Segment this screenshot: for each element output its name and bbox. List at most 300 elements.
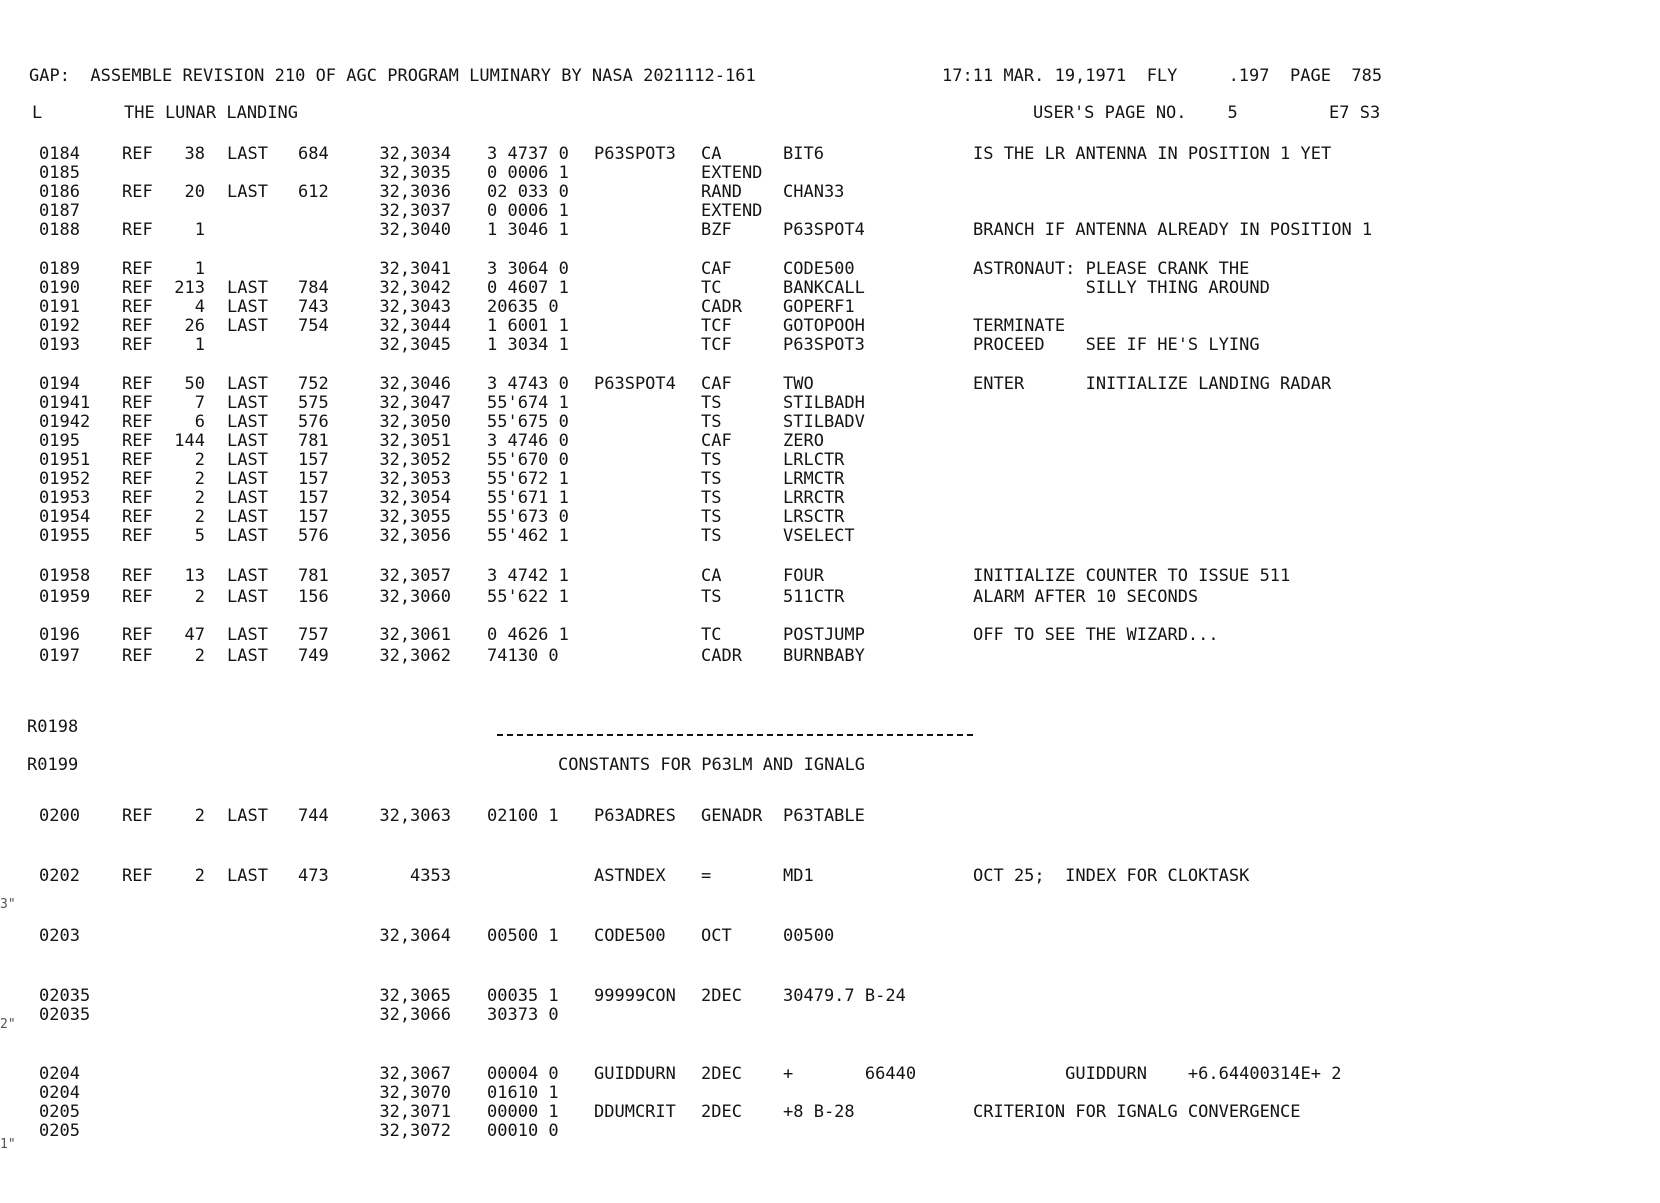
listing-row bbox=[0, 1064, 1660, 1084]
memory-address: 32,3043 bbox=[379, 297, 451, 317]
last-page: 684 bbox=[298, 144, 329, 164]
memory-address: 32,3071 bbox=[379, 1102, 451, 1122]
octal-value: 55'674 1 bbox=[487, 393, 569, 413]
operand: + 66440 bbox=[783, 1064, 917, 1084]
ref-keyword: REF bbox=[122, 220, 153, 240]
last-keyword: LAST bbox=[227, 450, 268, 470]
last-keyword: LAST bbox=[227, 374, 268, 394]
memory-address: 32,3070 bbox=[379, 1083, 451, 1103]
opcode: CADR bbox=[701, 297, 742, 317]
opcode: TS bbox=[701, 488, 722, 508]
octal-value: 3 4743 0 bbox=[487, 374, 569, 394]
last-keyword: LAST bbox=[227, 431, 268, 451]
operand: VSELECT bbox=[783, 526, 855, 546]
ref-keyword: REF bbox=[122, 587, 153, 607]
octal-value: 3 4742 1 bbox=[487, 566, 569, 586]
opcode: 2DEC bbox=[701, 986, 742, 1006]
opcode: CA bbox=[701, 144, 722, 164]
ref-count: 1 bbox=[194, 259, 205, 279]
octal-value: 1 3046 1 bbox=[487, 220, 569, 240]
last-page: 781 bbox=[298, 566, 329, 586]
memory-address: 32,3044 bbox=[379, 316, 451, 336]
opcode: = bbox=[701, 866, 712, 886]
last-page: 157 bbox=[298, 507, 329, 527]
listing-row bbox=[0, 220, 1660, 240]
operand: LRRCTR bbox=[783, 488, 845, 508]
opcode: CADR bbox=[701, 646, 742, 666]
last-keyword: LAST bbox=[227, 866, 268, 886]
comment: OCT 25; INDEX FOR CLOKTASK bbox=[973, 866, 1250, 886]
operand: MD1 bbox=[783, 866, 814, 886]
comment: PROCEED SEE IF HE'S LYING bbox=[973, 335, 1260, 355]
symbol-label: P63ADRES bbox=[594, 806, 676, 826]
comment: CRITERION FOR IGNALG CONVERGENCE bbox=[973, 1102, 1301, 1122]
listing-row bbox=[0, 201, 1660, 221]
operand: P63TABLE bbox=[783, 806, 865, 826]
octal-value: 74130 0 bbox=[487, 646, 559, 666]
operand: GOPERF1 bbox=[783, 297, 855, 317]
symbol-label: DDUMCRIT bbox=[594, 1102, 676, 1122]
listing-row bbox=[0, 431, 1660, 451]
opcode: CAF bbox=[701, 374, 732, 394]
user-page-number: USER'S PAGE NO. 5 bbox=[1033, 103, 1238, 123]
opcode: CAF bbox=[701, 431, 732, 451]
listing-row bbox=[0, 297, 1660, 317]
opcode: EXTEND bbox=[701, 201, 763, 221]
line-number: 0191 bbox=[39, 297, 80, 317]
opcode: TS bbox=[701, 507, 722, 527]
ref-keyword: REF bbox=[122, 806, 153, 826]
octal-value: 0 4626 1 bbox=[487, 625, 569, 645]
octal-value: 1 3034 1 bbox=[487, 335, 569, 355]
octal-value: 55'672 1 bbox=[487, 469, 569, 489]
line-number: 0203 bbox=[39, 926, 80, 946]
opcode: TS bbox=[701, 412, 722, 432]
listing-row bbox=[0, 526, 1660, 546]
ref-count: 2 bbox=[194, 866, 205, 886]
memory-address: 32,3052 bbox=[379, 450, 451, 470]
ref-count: 6 bbox=[194, 412, 205, 432]
ref-count: 20 bbox=[184, 182, 205, 202]
ref-count: 5 bbox=[194, 526, 205, 546]
margin-mark: 2" bbox=[0, 1017, 16, 1032]
octal-value: 55'670 0 bbox=[487, 450, 569, 470]
listing-row bbox=[0, 488, 1660, 508]
listing-row bbox=[0, 1083, 1660, 1103]
ref-count: 2 bbox=[194, 806, 205, 826]
opcode: EXTEND bbox=[701, 163, 763, 183]
octal-value: 0 0006 1 bbox=[487, 201, 569, 221]
line-number: 0204 bbox=[39, 1064, 80, 1084]
operand: 511CTR bbox=[783, 587, 845, 607]
ref-keyword: REF bbox=[122, 182, 153, 202]
operand: BIT6 bbox=[783, 144, 824, 164]
line-number: 0192 bbox=[39, 316, 80, 336]
line-number: 01952 bbox=[39, 469, 91, 489]
memory-address: 32,3057 bbox=[379, 566, 451, 586]
octal-value: 00500 1 bbox=[487, 926, 559, 946]
last-keyword: LAST bbox=[227, 526, 268, 546]
last-page: 752 bbox=[298, 374, 329, 394]
line-number: 0189 bbox=[39, 259, 80, 279]
last-page: 784 bbox=[298, 278, 329, 298]
symbol-label: 99999CON bbox=[594, 986, 676, 1006]
octal-value: 02100 1 bbox=[487, 806, 559, 826]
octal-value: 55'462 1 bbox=[487, 526, 569, 546]
ref-keyword: REF bbox=[122, 393, 153, 413]
listing-row bbox=[0, 450, 1660, 470]
symbol-label: P63SPOT4 bbox=[594, 374, 676, 394]
line-number: 0202 bbox=[39, 866, 80, 886]
memory-address: 32,3037 bbox=[379, 201, 451, 221]
comment: ALARM AFTER 10 SECONDS bbox=[973, 587, 1199, 607]
line-number: 01953 bbox=[39, 488, 91, 508]
margin-mark: 1" bbox=[0, 1137, 16, 1152]
opcode: OCT bbox=[701, 926, 732, 946]
listing-row bbox=[0, 1005, 1660, 1025]
ref-keyword: REF bbox=[122, 412, 153, 432]
operand: LRMCTR bbox=[783, 469, 845, 489]
memory-address: 32,3067 bbox=[379, 1064, 451, 1084]
operand: POSTJUMP bbox=[783, 625, 865, 645]
opcode: RAND bbox=[701, 182, 742, 202]
line-number: 01941 bbox=[39, 393, 91, 413]
ref-count: 13 bbox=[184, 566, 205, 586]
listing-row bbox=[0, 587, 1660, 607]
memory-address: 32,3040 bbox=[379, 220, 451, 240]
last-keyword: LAST bbox=[227, 587, 268, 607]
memory-address: 32,3060 bbox=[379, 587, 451, 607]
listing-row bbox=[0, 986, 1660, 1006]
comment: ASTRONAUT: PLEASE CRANK THE bbox=[973, 259, 1250, 279]
octal-value: 20635 0 bbox=[487, 297, 559, 317]
opcode: CAF bbox=[701, 259, 732, 279]
line-number: 0190 bbox=[39, 278, 80, 298]
line-number: 0185 bbox=[39, 163, 80, 183]
ref-count: 38 bbox=[184, 144, 205, 164]
memory-address: 32,3055 bbox=[379, 507, 451, 527]
last-keyword: LAST bbox=[227, 625, 268, 645]
opcode: TC bbox=[701, 625, 722, 645]
memory-address: 32,3050 bbox=[379, 412, 451, 432]
octal-value: 55'675 0 bbox=[487, 412, 569, 432]
listing-row bbox=[0, 335, 1660, 355]
ref-keyword: REF bbox=[122, 335, 153, 355]
line-number: 0193 bbox=[39, 335, 80, 355]
octal-value: 55'671 1 bbox=[487, 488, 569, 508]
listing-row bbox=[0, 1121, 1660, 1141]
ref-count: 2 bbox=[194, 507, 205, 527]
last-keyword: LAST bbox=[227, 469, 268, 489]
listing-row bbox=[0, 806, 1660, 826]
symbol-label: P63SPOT3 bbox=[594, 144, 676, 164]
last-keyword: LAST bbox=[227, 806, 268, 826]
octal-value: 0 4607 1 bbox=[487, 278, 569, 298]
line-number: 01951 bbox=[39, 450, 91, 470]
memory-address: 32,3063 bbox=[379, 806, 451, 826]
listing-row bbox=[0, 469, 1660, 489]
memory-address: 32,3053 bbox=[379, 469, 451, 489]
ref-count: 47 bbox=[184, 625, 205, 645]
opcode: GENADR bbox=[701, 806, 763, 826]
memory-address: 32,3064 bbox=[379, 926, 451, 946]
listing-row bbox=[0, 144, 1660, 164]
ref-count: 213 bbox=[174, 278, 205, 298]
octal-value: 3 4737 0 bbox=[487, 144, 569, 164]
octal-value: 00000 1 bbox=[487, 1102, 559, 1122]
operand: +8 B-28 bbox=[783, 1102, 855, 1122]
last-keyword: LAST bbox=[227, 316, 268, 336]
operand: GOTOPOOH bbox=[783, 316, 865, 336]
octal-value: 0 0006 1 bbox=[487, 163, 569, 183]
octal-value: 55'673 0 bbox=[487, 507, 569, 527]
operand: BANKCALL bbox=[783, 278, 865, 298]
comment: BRANCH IF ANTENNA ALREADY IN POSITION 1 bbox=[973, 220, 1373, 240]
last-page: 576 bbox=[298, 526, 329, 546]
last-page: 157 bbox=[298, 488, 329, 508]
symbol-label: CODE500 bbox=[594, 926, 666, 946]
last-keyword: LAST bbox=[227, 297, 268, 317]
memory-address: 32,3065 bbox=[379, 986, 451, 1006]
comment: OFF TO SEE THE WIZARD... bbox=[973, 625, 1219, 645]
octal-value: 3 4746 0 bbox=[487, 431, 569, 451]
line-number: 0195 bbox=[39, 431, 80, 451]
line-number: 01958 bbox=[39, 566, 91, 586]
line-number: 02035 bbox=[39, 1005, 91, 1025]
last-keyword: LAST bbox=[227, 393, 268, 413]
octal-value: 3 3064 0 bbox=[487, 259, 569, 279]
remark-line-number: R0198 bbox=[27, 717, 79, 737]
last-keyword: LAST bbox=[227, 488, 268, 508]
operand: STILBADH bbox=[783, 393, 865, 413]
listing-row bbox=[0, 259, 1660, 279]
octal-value: 30373 0 bbox=[487, 1005, 559, 1025]
ref-keyword: REF bbox=[122, 316, 153, 336]
memory-address: 4353 bbox=[410, 866, 451, 886]
ref-count: 50 bbox=[184, 374, 205, 394]
section-code: L bbox=[32, 103, 43, 123]
line-number: 0188 bbox=[39, 220, 80, 240]
last-keyword: LAST bbox=[227, 507, 268, 527]
ref-keyword: REF bbox=[122, 374, 153, 394]
last-page: 612 bbox=[298, 182, 329, 202]
memory-address: 32,3046 bbox=[379, 374, 451, 394]
last-page: 781 bbox=[298, 431, 329, 451]
ref-count: 1 bbox=[194, 220, 205, 240]
opcode: TS bbox=[701, 526, 722, 546]
last-page: 157 bbox=[298, 450, 329, 470]
opcode: TCF bbox=[701, 316, 732, 336]
line-number: 0196 bbox=[39, 625, 80, 645]
ref-count: 2 bbox=[194, 450, 205, 470]
memory-address: 32,3034 bbox=[379, 144, 451, 164]
octal-value: 00035 1 bbox=[487, 986, 559, 1006]
listing-row bbox=[0, 625, 1660, 645]
ref-count: 2 bbox=[194, 587, 205, 607]
opcode: CA bbox=[701, 566, 722, 586]
operand: LRLCTR bbox=[783, 450, 845, 470]
comment: SILLY THING AROUND bbox=[973, 278, 1270, 298]
line-number: 0187 bbox=[39, 201, 80, 221]
operand: LRSCTR bbox=[783, 507, 845, 527]
listing-row bbox=[0, 566, 1660, 586]
last-keyword: LAST bbox=[227, 144, 268, 164]
line-number: 02035 bbox=[39, 986, 91, 1006]
section-title: THE LUNAR LANDING bbox=[124, 103, 298, 123]
octal-value: 01610 1 bbox=[487, 1083, 559, 1103]
ref-keyword: REF bbox=[122, 488, 153, 508]
memory-address: 32,3047 bbox=[379, 393, 451, 413]
listing-row bbox=[0, 646, 1660, 666]
opcode: TCF bbox=[701, 335, 732, 355]
opcode: 2DEC bbox=[701, 1102, 742, 1122]
comment: GUIDDURN +6.64400314E+ 2 bbox=[973, 1064, 1342, 1084]
line-number: 0205 bbox=[39, 1102, 80, 1122]
comment: INITIALIZE COUNTER TO ISSUE 511 bbox=[973, 566, 1291, 586]
operand: CODE500 bbox=[783, 259, 855, 279]
line-number: 0184 bbox=[39, 144, 80, 164]
header-left: GAP: ASSEMBLE REVISION 210 OF AGC PROGRAM LUMINARY BY NASA 2021112-161 bbox=[29, 66, 756, 86]
listing-row bbox=[0, 316, 1660, 336]
last-page: 576 bbox=[298, 412, 329, 432]
operand: STILBADV bbox=[783, 412, 865, 432]
ref-keyword: REF bbox=[122, 646, 153, 666]
sheet-code: E7 S3 bbox=[1329, 103, 1381, 123]
operand: P63SPOT3 bbox=[783, 335, 865, 355]
margin-mark: 3" bbox=[0, 897, 16, 912]
opcode: 2DEC bbox=[701, 1064, 742, 1084]
operand: FOUR bbox=[783, 566, 824, 586]
last-keyword: LAST bbox=[227, 182, 268, 202]
last-keyword: LAST bbox=[227, 412, 268, 432]
memory-address: 32,3054 bbox=[379, 488, 451, 508]
listing-row bbox=[0, 374, 1660, 394]
symbol-label: ASTNDEX bbox=[594, 866, 666, 886]
opcode: BZF bbox=[701, 220, 732, 240]
ref-count: 2 bbox=[194, 488, 205, 508]
ref-keyword: REF bbox=[122, 278, 153, 298]
octal-value: 02 033 0 bbox=[487, 182, 569, 202]
last-keyword: LAST bbox=[227, 646, 268, 666]
ref-count: 7 bbox=[194, 393, 205, 413]
ref-count: 2 bbox=[194, 646, 205, 666]
line-number: 0197 bbox=[39, 646, 80, 666]
ref-keyword: REF bbox=[122, 297, 153, 317]
line-number: 0194 bbox=[39, 374, 80, 394]
line-number: 0186 bbox=[39, 182, 80, 202]
ref-keyword: REF bbox=[122, 625, 153, 645]
line-number: 01954 bbox=[39, 507, 91, 527]
operand: 30479.7 B-24 bbox=[783, 986, 906, 1006]
listing-row bbox=[0, 926, 1660, 946]
opcode: TS bbox=[701, 450, 722, 470]
memory-address: 32,3051 bbox=[379, 431, 451, 451]
octal-value: 00010 0 bbox=[487, 1121, 559, 1141]
ref-keyword: REF bbox=[122, 469, 153, 489]
memory-address: 32,3045 bbox=[379, 335, 451, 355]
ref-count: 2 bbox=[194, 469, 205, 489]
listing-row bbox=[0, 182, 1660, 202]
last-page: 749 bbox=[298, 646, 329, 666]
ref-keyword: REF bbox=[122, 450, 153, 470]
operand: TWO bbox=[783, 374, 814, 394]
line-number: 01959 bbox=[39, 587, 91, 607]
line-number: 0205 bbox=[39, 1121, 80, 1141]
ref-count: 26 bbox=[184, 316, 205, 336]
ref-keyword: REF bbox=[122, 526, 153, 546]
ref-count: 144 bbox=[174, 431, 205, 451]
remark-text: CONSTANTS FOR P63LM AND IGNALG bbox=[558, 755, 866, 775]
operand: 00500 bbox=[783, 926, 835, 946]
symbol-label: GUIDDURN bbox=[594, 1064, 676, 1084]
last-page: 757 bbox=[298, 625, 329, 645]
line-number: 01955 bbox=[39, 526, 91, 546]
memory-address: 32,3035 bbox=[379, 163, 451, 183]
opcode: TS bbox=[701, 587, 722, 607]
ref-keyword: REF bbox=[122, 866, 153, 886]
last-keyword: LAST bbox=[227, 566, 268, 586]
memory-address: 32,3042 bbox=[379, 278, 451, 298]
memory-address: 32,3062 bbox=[379, 646, 451, 666]
ref-keyword: REF bbox=[122, 144, 153, 164]
last-page: 754 bbox=[298, 316, 329, 336]
operand: BURNBABY bbox=[783, 646, 865, 666]
listing-row bbox=[0, 278, 1660, 298]
last-keyword: LAST bbox=[227, 278, 268, 298]
opcode: TC bbox=[701, 278, 722, 298]
operand: P63SPOT4 bbox=[783, 220, 865, 240]
listing-row bbox=[0, 866, 1660, 886]
listing-row bbox=[0, 393, 1660, 413]
listing-row bbox=[0, 507, 1660, 527]
header-right: 17:11 MAR. 19,1971 FLY .197 PAGE 785 bbox=[942, 66, 1383, 86]
comment: TERMINATE bbox=[973, 316, 1066, 336]
last-page: 743 bbox=[298, 297, 329, 317]
ref-keyword: REF bbox=[122, 507, 153, 527]
listing-row bbox=[0, 412, 1660, 432]
ref-keyword: REF bbox=[122, 259, 153, 279]
comment: IS THE LR ANTENNA IN POSITION 1 YET bbox=[973, 144, 1332, 164]
line-number: 01942 bbox=[39, 412, 91, 432]
line-number: 0204 bbox=[39, 1083, 80, 1103]
opcode: TS bbox=[701, 393, 722, 413]
remark-line-number: R0199 bbox=[27, 755, 79, 775]
memory-address: 32,3072 bbox=[379, 1121, 451, 1141]
listing-row bbox=[0, 163, 1660, 183]
ref-keyword: REF bbox=[122, 431, 153, 451]
memory-address: 32,3061 bbox=[379, 625, 451, 645]
ref-keyword: REF bbox=[122, 566, 153, 586]
last-page: 473 bbox=[298, 866, 329, 886]
last-page: 156 bbox=[298, 587, 329, 607]
memory-address: 32,3056 bbox=[379, 526, 451, 546]
memory-address: 32,3066 bbox=[379, 1005, 451, 1025]
memory-address: 32,3036 bbox=[379, 182, 451, 202]
comment: ENTER INITIALIZE LANDING RADAR bbox=[973, 374, 1332, 394]
line-number: 0200 bbox=[39, 806, 80, 826]
octal-value: 55'622 1 bbox=[487, 587, 569, 607]
octal-value: 1 6001 1 bbox=[487, 316, 569, 336]
dashed-separator bbox=[497, 734, 973, 736]
listing-row bbox=[0, 1102, 1660, 1122]
octal-value: 00004 0 bbox=[487, 1064, 559, 1084]
last-page: 744 bbox=[298, 806, 329, 826]
memory-address: 32,3041 bbox=[379, 259, 451, 279]
ref-count: 4 bbox=[194, 297, 205, 317]
operand: ZERO bbox=[783, 431, 824, 451]
operand: CHAN33 bbox=[783, 182, 845, 202]
opcode: TS bbox=[701, 469, 722, 489]
